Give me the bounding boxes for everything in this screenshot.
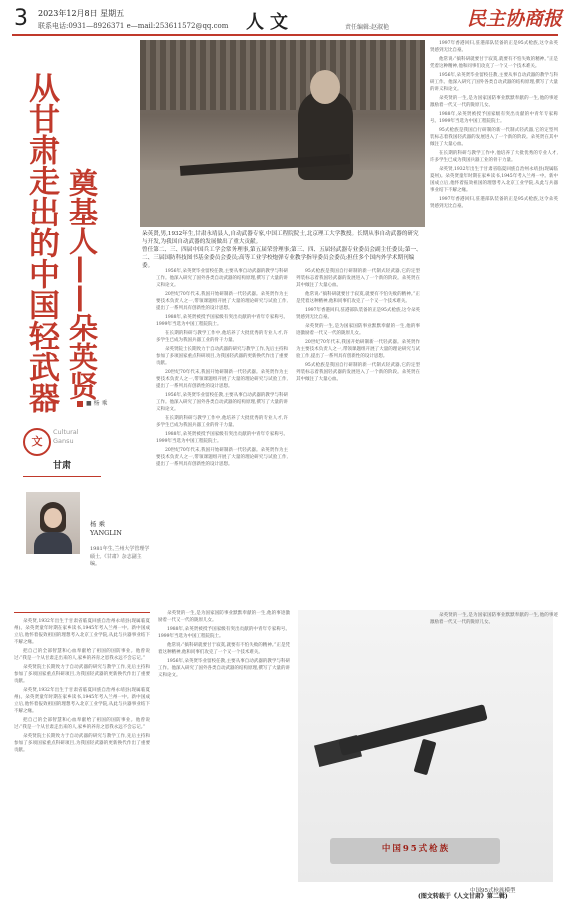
article-column-1 <box>14 618 150 888</box>
byline <box>77 398 107 407</box>
paragraph: 他常说:“搞科研就要甘于寂寞,就要有不怕失败的精神。”正是凭着这种精神,他和同事们攻克了一个又一个技术难关。 <box>158 643 290 655</box>
paragraph: 朵英贤的一生,是为国家国防事业默默奉献的一生,他的事迹激励着一代又一代的陇原儿女。 <box>158 611 290 623</box>
caption-bio: 朵英贤,男,1932年生,甘肃永靖县人,自动武器专家,中国工程院院士,北京理工大学教授。长期从事自动武器的研究与开发,为我国自动武器的发展做出了重大贡献。 <box>142 231 419 245</box>
table-shape <box>140 170 425 227</box>
paragraph: 他常说:“搞科研就要甘于寂寞,就要有不怕失败的精神。”正是凭着这种精神,他和同事们攻克了一个又一个技术难关。 <box>296 292 420 304</box>
author-portrait <box>26 492 80 554</box>
header-rule <box>12 34 558 36</box>
paragraph: 1956年,朵英贤毕业留校任教,主要从事自动武器的教学与科研工作。他深入研究了国外各类自动武器的结构原理,撰写了大量的讲义和论文。 <box>156 269 288 288</box>
paragraph: 朵英贤院士长期致力于自动武器的研究与教学工作,先后主持和参加了多项国家重点科研项目,为我国轻武器的更新换代作出了重要贡献。 <box>156 347 288 366</box>
paragraph: 95式枪族是我国自行研制的新一代制式轻武器,它的定型列装标志着我国轻武器的发展进入了一个新的阶段。朵英贤在其中倾注了大量心血。 <box>296 363 420 382</box>
rifle-photo-caption: 中国95式枪族模型 <box>470 888 516 894</box>
editor-credit: 责任编辑:赵淑艳 <box>345 24 390 31</box>
article-column-5 <box>158 610 290 888</box>
bookshelf-shape <box>140 40 425 110</box>
paragraph: 20世纪70年代末,我国开始研制新一代轻武器。朵英贤作为主要技术负责人之一,带领课题组开展了大量的理论研究与试验工作,提出了一系列具有创新性的设计思想。 <box>156 370 288 389</box>
paragraph: 朵英贤院士长期致力于自动武器的研究与教学工作,先后主持和参加了多项国家重点科研项目,为我国轻武器的更新换代作出了重要贡献。 <box>14 665 150 684</box>
paragraph: 1956年,朵英贤毕业留校任教,主要从事自动武器的教学与科研工作。他深入研究了国外各类自动武器的结构原理,撰写了大量的讲义和论文。 <box>158 659 290 678</box>
paragraph: 朵英贤院士长期致力于自动武器的研究与教学工作,先后主持和参加了多项国家重点科研项目,为我国轻武器的更新换代作出了重要贡献。 <box>14 734 150 753</box>
author-bio: 1981年生,兰州大学管理学硕士,《甘肃》杂志副主编。 <box>90 546 150 567</box>
column-badge <box>23 424 101 484</box>
paragraph: 朵英贤的一生,是为国家国防事业默默奉献的一生,他的事迹激励着一代又一代的陇原儿女。 <box>430 613 558 625</box>
paragraph: 1988年,朵英贤被授予国家级有突出贡献的中青年专家称号。1999年当选为中国工程院院士。 <box>156 315 288 327</box>
paragraph: 1997年香港回归,驻港部队装备的正是95式枪族,这令朵英贤感到无比自豪。 <box>296 308 420 320</box>
portrait-photo-with-rifle <box>140 40 425 227</box>
paragraph: 20世纪70年代末,我国开始研制新一代轻武器。朵英贤作为主要技术负责人之一,带领课题组开展了大量的理论研究与试验工作,提出了一系列具有创新性的设计思想。 <box>156 292 288 311</box>
paragraph: 把自己的全部智慧和心血奉献给了祖国的国防事业。他曾说过:“我是一个从甘肃走出来的人,家乡的养育之恩我永远不会忘记。” <box>14 718 150 730</box>
paragraph: 把自己的全部智慧和心血奉献给了祖国的国防事业。他曾说过:“我是一个从甘肃走出来的人,家乡的养育之恩我永远不会忘记。” <box>14 649 150 661</box>
portrait-body-shape <box>34 532 72 554</box>
paragraph: 朵英贤的一生,是为国家国防事业默默奉献的一生,他的事迹激励着一代又一代的陇原儿女。 <box>430 96 558 108</box>
source-note: (图文转载于《人文甘肃》第二辑) <box>418 893 508 900</box>
paragraph: 朵英贤的一生,是为国家国防事业默默奉献的一生,他的事迹激励着一代又一代的陇原儿女。 <box>296 324 420 336</box>
paragraph: 在长期的科研与教学工作中,他培养了大批优秀的专业人才,许多学生已成为我国兵器工业的骨干力量。 <box>156 331 288 343</box>
badge-english: Cultural Gansu <box>53 428 79 445</box>
contact-line: 联系电话:0931—8926371 e—mail:253611572@qq.com <box>38 22 229 30</box>
photo-caption <box>142 230 422 270</box>
paragraph: 1956年,朵英贤毕业留校任教,主要从事自动武器的教学与科研工作。他深入研究了国外各类自动武器的结构原理,撰写了大量的讲义和论文。 <box>156 393 288 412</box>
portrait-face-shape <box>44 508 62 528</box>
paragraph: 1988年,朵英贤被授予国家级有突出贡献的中青年专家称号。1999年当选为中国工程院院士。 <box>430 112 558 124</box>
byline-marker <box>77 401 83 407</box>
paragraph: 20世纪70年代末,我国开始研制新一代轻武器。朵英贤作为主要技术负责人之一,带领课题组开展了大量的理论研究与试验工作,提出了一系列具有创新性的设计思想。 <box>296 340 420 359</box>
person-head-shape <box>310 70 340 104</box>
byline-text: ■ 杨 乘 <box>86 400 108 407</box>
paragraph: 95式枪族是我国自行研制的新一代制式轻武器,它的定型列装标志着我国轻武器的发展进入了一个新的阶段。朵英贤在其中倾注了大量心血。 <box>430 128 558 147</box>
paragraph: 1956年,朵英贤毕业留校任教,主要从事自动武器的教学与科研工作。他深入研究了国外各类自动武器的结构原理,撰写了大量的讲义和论文。 <box>430 73 558 92</box>
section-title: 人文 <box>246 12 294 33</box>
article-column-4 <box>430 40 558 608</box>
paragraph: 朵英贤,1932年出生于甘肃省临夏回族自治州永靖县(现属临夏州)。朵英贤童年时期在家乡读书,1945年考入兰州一中。新中国成立后,他怀着报效祖国的理想考入北京工业学院,从此与兵器事业结下不解之缘。 <box>430 167 558 193</box>
paragraph: 1988年,朵英贤被授予国家级有突出贡献的中青年专家称号。1999年当选为中国工程院院士。 <box>158 627 290 639</box>
display-plaque: 中国95式枪族 <box>381 844 451 854</box>
badge-emblem-icon: 文 <box>23 428 51 456</box>
article-column-3 <box>296 268 420 608</box>
badge-chinese: 甘肃 <box>53 461 72 471</box>
issue-date: 2023年12月8日 星期五 <box>38 9 125 18</box>
badge-rule <box>23 476 101 477</box>
section-rule <box>14 612 150 613</box>
paragraph: 朵英贤,1932年出生于甘肃省临夏回族自治州永靖县(现属临夏州)。朵英贤童年时期在家乡读书,1945年考入兰州一中。新中国成立后,他怀着报效祖国的理想考入北京工业学院,从此与兵器事业结下不解之缘。 <box>14 688 150 714</box>
paragraph: 1988年,朵英贤被授予国家级有突出贡献的中青年专家称号。1999年当选为中国工程院院士。 <box>156 432 288 444</box>
caption-roles: 曾任第二、三、四届中国兵工学会常务理事,第五届荣誉理事;第三、四、五届轻武器专业委员会副主任委员;第一、二、三届国防科技图书基金委员会委员;高等工业学校炮弹专业教学指导委员会委员;担任多个国内外学术期刊编委。 <box>142 247 422 269</box>
paragraph: 20世纪70年代末,我国开始研制新一代轻武器。朵英贤作为主要技术负责人之一,带领课题组开展了大量的理论研究与试验工作,提出了一系列具有创新性的设计思想。 <box>156 448 288 467</box>
article-subtitle: 奠基人——朵英贤 <box>65 168 99 400</box>
article-title: 从甘肃走出的中国轻武器 <box>23 72 59 413</box>
paragraph: 在长期的科研与教学工作中,他培养了大批优秀的专业人才,许多学生已成为我国兵器工业的骨干力量。 <box>156 416 288 428</box>
paragraph: 他常说:“搞科研就要甘于寂寞,就要有不怕失败的精神。”正是凭着这种精神,他和同事们攻克了一个又一个技术难关。 <box>430 57 558 69</box>
paragraph: 1997年香港回归,驻港部队装备的正是95式枪族,这令朵英贤感到无比自豪。 <box>430 197 558 209</box>
paragraph: 95式枪族是我国自行研制的新一代制式轻武器,它的定型列装标志着我国轻武器的发展进入了一个新的阶段。朵英贤在其中倾注了大量心血。 <box>296 269 420 288</box>
article-column-6 <box>430 612 558 880</box>
paragraph: 1997年香港回归,驻港部队装备的正是95式枪族,这令朵英贤感到无比自豪。 <box>430 41 558 53</box>
author-name: 杨 乘 YANGLIN <box>90 520 122 537</box>
page-number: 3 <box>14 6 28 31</box>
paragraph: 在长期的科研与教学工作中,他培养了大批优秀的专业人才,许多学生已成为我国兵器工业的骨干力量。 <box>430 151 558 163</box>
newspaper-masthead: 民主协商报 <box>467 8 563 30</box>
paragraph: 朵英贤,1932年出生于甘肃省临夏回族自治州永靖县(现属临夏州)。朵英贤童年时期在家乡读书,1945年考入兰州一中。新中国成立后,他怀着报效祖国的理想考入北京工业学院,从此与兵器事业结下不解之缘。 <box>14 619 150 645</box>
